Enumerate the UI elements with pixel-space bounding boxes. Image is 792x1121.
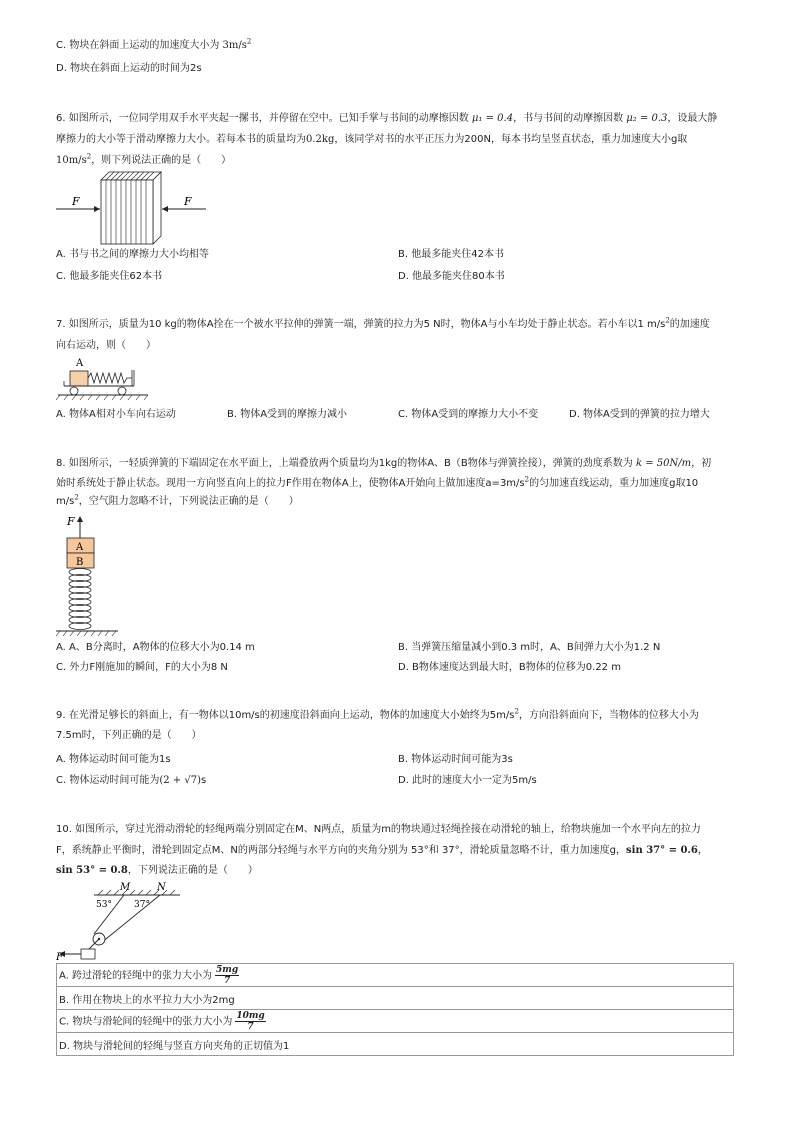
q9-option-b: B. 物体运动时间可能为3s	[398, 754, 513, 765]
q10-option-c-text: C. 物块与滑轮间的轻绳中的张力大小为	[59, 1016, 233, 1027]
q10-option-c-fraction	[235, 1011, 265, 1032]
q10-sin53: sin 53° = 0.8	[56, 865, 128, 876]
q6-option-d: D. 他最多能夹住80本书	[398, 271, 505, 282]
q6-stem-2b: ，该同学对书的水平正压力为200N，每本书均呈竖直状态，重力加速度大小g取	[334, 134, 688, 145]
q10-stem-3: ，下列说法正确的是（ ）	[127, 865, 258, 876]
q5-option-c: C. 物块在斜面上运动的加速度大小为 $3m/s^2$	[56, 37, 252, 51]
q8-option-a: A. A、B分离时，A物体的位移大小为0.14 m	[56, 642, 255, 653]
q10-fig-n: N	[157, 882, 166, 893]
q10-option-d	[57, 1033, 734, 1056]
q10-fig-m: M	[120, 882, 131, 893]
q10-option-d-cell: D. 物块与滑轮间的轻绳与竖直方向夹角的正切值为1	[57, 1033, 734, 1056]
q7-stem-1b: 的加速度	[669, 319, 710, 330]
q8-option-c: C. 外力F刚施加的瞬间，F的大小为8 N	[56, 662, 228, 673]
q7-stem-1a: 7. 如图所示，质量为10 kg的物体A拴在一个被水平拉伸的弹簧一端，弹簧的拉力为5 N时，物体A与小车均处于静止状态。若小车以1 m/s	[56, 319, 666, 330]
q10-option-a	[57, 964, 734, 987]
q10-option-c-cell	[57, 1010, 734, 1033]
q10-options-table	[56, 963, 734, 1056]
q9-option-d: D. 此时的速度大小一定为5m/s	[398, 775, 537, 786]
q8-stem-line1	[56, 457, 711, 471]
q10-option-a-fraction	[215, 965, 239, 986]
q9-option-c	[56, 774, 206, 788]
q6-stem-3b: ，则下列说法正确的是（ ）	[91, 155, 232, 166]
q6-option-c: C. 他最多能夹住62本书	[56, 271, 163, 282]
q6-stem-line3: $10m/s^2$，则下列说法正确的是（ ）	[56, 152, 232, 166]
q6-fig-left-f: F	[72, 195, 80, 208]
q6-option-a: A. 书与书之间的摩擦力大小均相等	[56, 249, 210, 260]
q6-stem-2a: 摩擦力的大小等于滑动摩擦力大小。若每本书的质量均为	[56, 134, 306, 145]
q10-stem-2b: ，	[697, 845, 708, 856]
q8-fig-a: A	[76, 542, 84, 553]
q10-option-b	[57, 987, 734, 1010]
q8-stem-2b: 的匀加速直线运动，重力加速度g取10	[529, 478, 699, 489]
q7-figure-cart	[56, 356, 156, 404]
q9-option-c-unit: s	[200, 775, 207, 786]
q6-stem-1c: ，设最大静	[667, 113, 718, 124]
q8-stem-1a: 8. 如图所示，一轻质弹簧的下端固定在水平面上，上端叠放两个质量均为1kg的物体A、B（B物体与弹簧拴接），弹簧的劲度系数为	[56, 458, 633, 469]
q8-stem-2a: 始时系统处于静止状态。现用一方向竖直向上的拉力F作用在物体A上，使物体A开始向上做加速度a=3m/s	[56, 478, 525, 489]
q7-stem-line2: 向右运动，则（ ）	[56, 340, 156, 351]
q7-option-c: C. 物体A受到的摩擦力大小不变	[398, 409, 539, 420]
q9-option-c-expr: (2 + √7)	[159, 775, 201, 786]
q9-stem-1a: 9. 在光滑足够长的斜面上，有一物体以10m/s的初速度沿斜面向上运动，物体的加速度大小始终为5m/s	[56, 710, 515, 721]
q6-figure-books	[56, 168, 216, 248]
q10-option-a-text: A. 跨过滑轮的轻绳中的张力大小为	[59, 970, 213, 981]
q7-option-b: B. 物体A受到的摩擦力减小	[227, 409, 348, 420]
q7-option-d: D. 物体A受到的弹簧的拉力增大	[569, 409, 710, 420]
q6-mu1: μ₁ = 0.4	[471, 113, 514, 124]
q8-stem-3b: ，空气阻力忽略不计，下列说法正确的是（ ）	[78, 496, 299, 507]
q6-stem-1b: ，书与书间的动摩擦因数	[513, 113, 624, 124]
q8-stem-3a: m/s	[56, 496, 75, 507]
q8-stem-line3: $m/s^2$，空气阻力忽略不计，下列说法正确的是（ ）	[56, 493, 299, 507]
q10-fig-angle-37: 37°	[134, 900, 150, 910]
q6-stem-1a: 6. 如图所示，一位同学用双手水平夹起一摞书，并停留在空中。已知手掌与书间的动摩擦因数	[56, 113, 469, 124]
q8-k: k = 50N/m	[635, 458, 692, 469]
q10-stem-line3	[56, 864, 258, 878]
q6-stem-line2	[56, 133, 687, 147]
q6-gravity: 10m/s	[56, 155, 87, 166]
q9-stem-line2: 7.5m时，下列正确的是（ ）	[56, 730, 202, 741]
q10-stem-line1: 10. 如图所示，穿过光滑动滑轮的轻绳两端分别固定在M、N两点，质量为m的物块通过轻绳拴接在动滑轮的轴上，给物块施加一个水平向左的拉力	[56, 824, 701, 835]
q9-option-a: A. 物体运动时间可能为1s	[56, 754, 171, 765]
q8-stem-1b: ，初	[691, 458, 712, 469]
q5-option-d: D. 物块在斜面上运动的时间为2s	[56, 63, 202, 74]
q10-option-b-cell: B. 作用在物块上的水平拉力大小为2mg	[57, 987, 734, 1010]
q8-option-d: D. B物体速度达到最大时，B物体的位移为0.22 m	[398, 662, 621, 673]
q9-stem-line1: 9. 在光滑足够长的斜面上，有一物体以10m/s的初速度沿斜面向上运动，物体的加速度大小始终为$5m/s^2$，方向沿斜面向下，当物体的位移大小为	[56, 707, 699, 721]
q6-option-b: B. 他最多能夹住42本书	[398, 249, 504, 260]
q8-stem-line2: 始时系统处于静止状态。现用一方向竖直向上的拉力F作用在物体A上，使物体A开始向上做加速度$a=3m/s^2$的匀加速直线运动，重力加速度g取10	[56, 475, 699, 489]
q10-option-c-den: 7	[247, 1021, 254, 1032]
q8-fig-b: B	[76, 557, 84, 568]
q7-fig-label-a: A	[76, 358, 84, 369]
q10-option-a-num: 5mg	[216, 964, 239, 975]
q10-sin37: sin 37° = 0.6	[626, 845, 698, 856]
q6-mu2: μ₂ = 0.3	[626, 113, 668, 124]
q6-fig-right-f: F	[184, 195, 192, 208]
q5-option-c-text: C. 物块在斜面上运动的加速度大小为	[56, 40, 220, 51]
q8-figure-spring	[54, 512, 124, 640]
q10-fig-angle-53: 53°	[96, 900, 112, 910]
q9-stem-1b: ，方向沿斜面向下，当物体的位移大小为	[518, 710, 699, 721]
q10-stem-2a: F，系统静止平衡时，滑轮到固定点M、N的两部分轻绳与水平方向的夹角分别为 53°和 37°，滑轮质量忽略不计，重力加速度g，	[56, 845, 627, 856]
q6-stem-line1	[56, 112, 717, 126]
q5-option-c-value: 3m/s	[222, 40, 247, 51]
q8-fig-f: F	[67, 515, 75, 528]
q10-option-a-cell	[57, 964, 734, 987]
q10-stem-line2	[56, 844, 708, 858]
q7-stem-line1: 7. 如图所示，质量为10 kg的物体A拴在一个被水平拉伸的弹簧一端，弹簧的拉力为5 N时，物体A与小车均处于静止状态。若小车以1 $m/s^2$的加速度	[56, 316, 710, 330]
q9-option-c-text: C. 物体运动时间可能为	[56, 775, 160, 786]
q7-option-a: A. 物体A相对小车向右运动	[56, 409, 176, 420]
q10-figure-pulley	[54, 879, 194, 965]
q10-option-c	[57, 1010, 734, 1033]
q10-fig-f: F	[56, 952, 63, 963]
q10-option-c-num: 10mg	[236, 1010, 265, 1021]
q10-option-a-den: 7	[223, 975, 231, 986]
q8-option-b: B. 当弹簧压缩量减小到0.3 m时，A、B间弹力大小为1.2 N	[398, 642, 661, 653]
q6-mass: 0.2kg	[306, 134, 335, 145]
